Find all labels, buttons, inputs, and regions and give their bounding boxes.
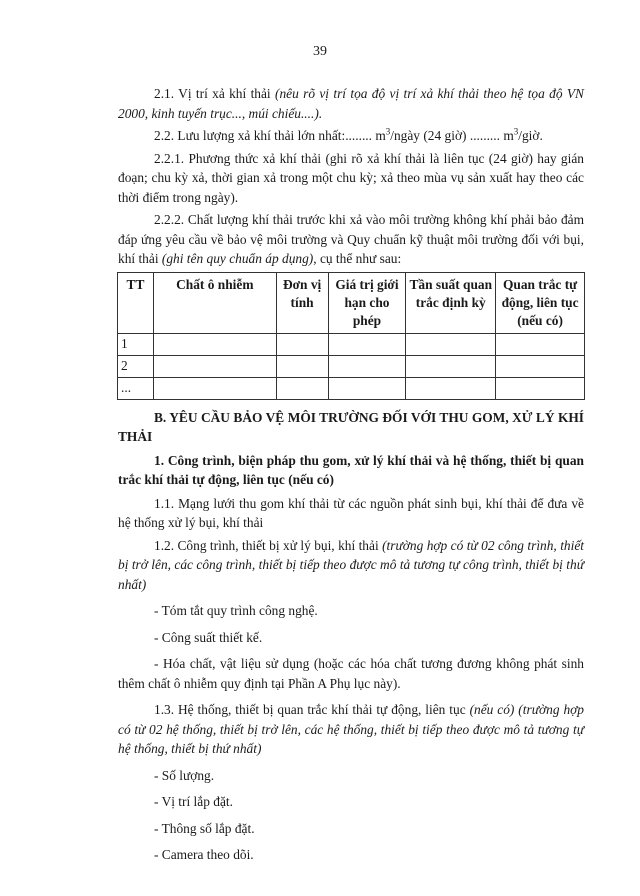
- para-1-2-italic: (trường hợp có từ 02 công trình, thiết bị trở lên, các công trình, thiết bị tiếp theo được mô tả tương tự công trình, thiết bị thứ nhất): [118, 537, 584, 592]
- table-header: TT: [118, 272, 154, 333]
- table-row: [118, 377, 585, 399]
- table-header-row: [118, 272, 585, 333]
- table-cell: [406, 355, 496, 377]
- para-2-1-text: 2.1. Vị trí xả khí thải: [154, 86, 275, 101]
- table-cell: [406, 333, 496, 355]
- para-1-3: [118, 700, 584, 759]
- table-cell: [153, 333, 276, 355]
- para-2-2-a: 2.2. Lưu lượng xả khí thải lớn nhất:........ m: [154, 128, 386, 143]
- table-cell: [153, 355, 276, 377]
- dash-item: - Công suất thiết kế.: [154, 629, 263, 645]
- para-1-2: [118, 536, 584, 595]
- para-2-2-1: 2.2.1. Phương thức xả khí thải (ghi rõ xả khí thải là liên tục (24 giờ) hay gián đoạn; chu kỳ xả, thời gian xả trong một chu kỳ; xả theo mùa vụ sản xuất hay theo các thời điểm trong ngày).: [118, 150, 584, 205]
- para-1-2-text: 1.2. Công trình, thiết bị xử lý bụi, khí thải: [154, 537, 383, 553]
- dash-item: - Số lượng.: [154, 767, 215, 783]
- table-header: Tần suất quan trắc định kỳ: [406, 272, 496, 333]
- section-b-heading: B. YÊU CẦU BẢO VỆ MÔI TRƯỜNG ĐỐI VỚI THU GOM, XỬ LÝ KHÍ THẢI: [118, 409, 584, 444]
- table-cell: 2: [118, 355, 154, 377]
- table-row: [118, 355, 585, 377]
- para-2-1: [118, 84, 584, 123]
- para-2-2-2-italic: (ghi tên quy chuẩn áp dụng): [161, 251, 314, 266]
- para-2-2-b: /ngày (24 giờ) ......... m: [390, 128, 514, 143]
- para-1-3-italic: (nếu có) (trường hợp có từ 02 hệ thống, thiết bị trở lên, các hệ thống, thiết bị tiếp theo được mô tả tương tự hệ thống, thiết bị thứ nhất): [118, 702, 585, 756]
- table-cell: [328, 377, 406, 399]
- para-2-1-italic: (nêu rõ vị trí tọa độ vị trí xả khí thải theo hệ tọa độ VN 2000, kinh tuyến trục..., múi chiếu....).: [118, 86, 584, 121]
- para-2-2-2: [118, 210, 584, 269]
- para-2-2-2-tail: , cụ thể như sau:: [313, 251, 402, 266]
- page-content: [118, 84, 584, 872]
- table-header: Giá trị giới hạn cho phép: [328, 272, 406, 333]
- table-cell: [153, 377, 276, 399]
- table-cell: [276, 333, 328, 355]
- table-header: Chất ô nhiễm: [153, 272, 276, 333]
- table-cell: [496, 377, 585, 399]
- para-1-3-text: 1.3. Hệ thống, thiết bị quan trắc khí thải tự động, liên tục: [154, 702, 470, 717]
- para-2-2-2-text: 2.2.2. Chất lượng khí thải trước khi xả vào môi trường không khí phải bảo đảm đáp ứng yêu cầu về bảo vệ môi trường và Quy chuẩn kỹ thuật môi trường đối với bụi, khí thải: [118, 212, 584, 266]
- table-cell: [328, 333, 406, 355]
- section-1-heading: 1. Công trình, biện pháp thu gom, xử lý khí thải và hệ thống, thiết bị quan trắc khí thải tự động, liên tục (nếu có): [118, 452, 584, 487]
- page-number: 39: [313, 44, 327, 59]
- para-1-1: 1.1. Mạng lưới thu gom khí thải từ các nguồn phát sinh bụi, khí thải để đưa về hệ thống xử lý bụi, khí thải: [118, 495, 584, 530]
- table-row: [118, 333, 585, 355]
- dash-item: - Tóm tắt quy trình công nghệ.: [154, 603, 318, 618]
- table-cell: [276, 355, 328, 377]
- superscript-3: 3: [385, 126, 391, 137]
- dash-item: - Camera theo dõi.: [154, 847, 254, 862]
- dash-item: - Vị trí lắp đặt.: [154, 794, 233, 809]
- dash-item: - Hóa chất, vật liệu sử dụng (hoặc các hóa chất tương đương không phát sinh thêm chất ô nhiễm quy định tại Phần A Phụ lục này).: [118, 656, 584, 691]
- table-cell: 1: [118, 333, 154, 355]
- table-cell: [406, 377, 496, 399]
- table-cell: [328, 355, 406, 377]
- table-cell: [496, 355, 585, 377]
- para-2-2: [118, 126, 584, 146]
- superscript-3: 3: [513, 126, 519, 137]
- table-cell: [276, 377, 328, 399]
- table-cell: [496, 333, 585, 355]
- table-header: Quan trắc tự động, liên tục (nếu có): [496, 272, 585, 333]
- emission-table: [117, 272, 585, 400]
- para-2-2-c: /giờ.: [518, 128, 543, 143]
- table-header: Đơn vị tính: [276, 272, 328, 333]
- table-cell: ...: [118, 377, 154, 399]
- dash-item: - Thông số lắp đặt.: [154, 820, 255, 836]
